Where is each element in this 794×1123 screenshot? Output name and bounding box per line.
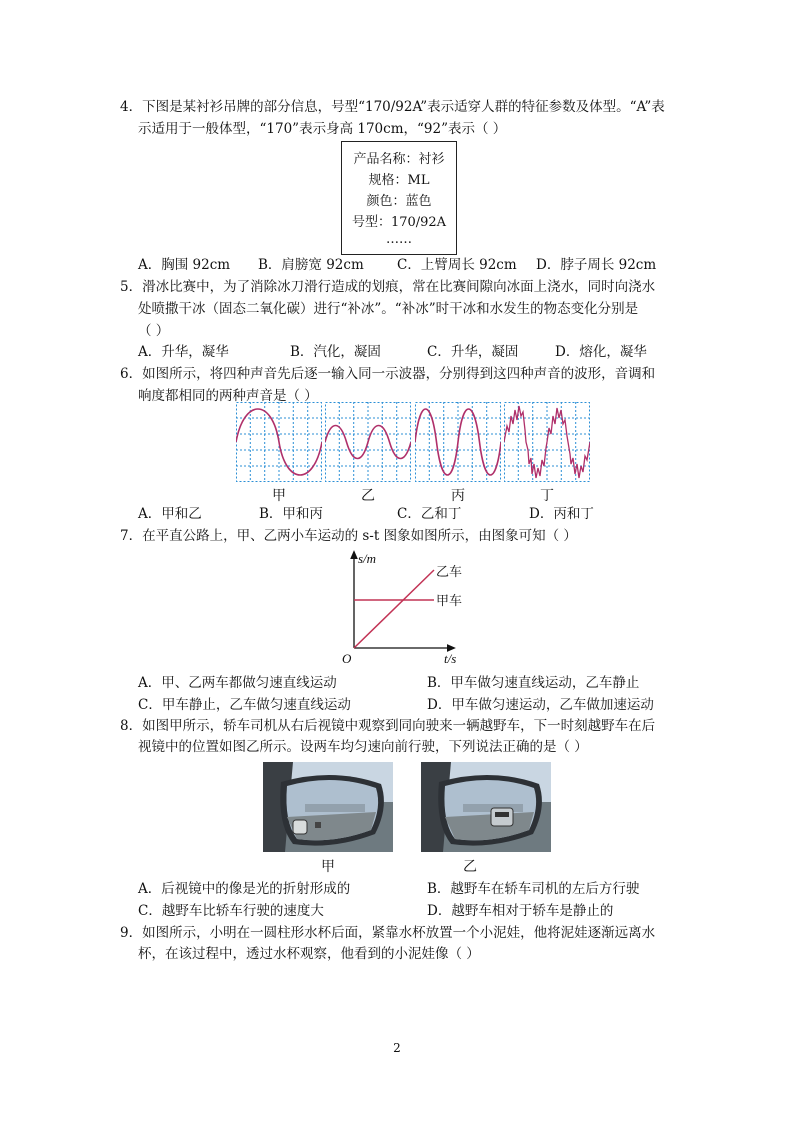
label-ding: 丁 (540, 488, 554, 504)
q7-option-a: A．甲、乙两车都做匀速直线运动 (138, 675, 337, 691)
q6-option-b: B．甲和丙 (259, 506, 323, 522)
q4-option-c: C．上臂周长 92cm (397, 257, 517, 273)
car-a-label: 甲车 (436, 594, 463, 609)
car-b-label: 乙车 (436, 565, 463, 580)
q7-option-d: D．甲车做匀速运动，乙车做加速运动 (427, 697, 654, 713)
shirt-tag-box (341, 141, 457, 255)
car-b-line (354, 570, 434, 648)
tag-line: 号型：170/92A (351, 215, 447, 230)
q5-option-b: B．汽化，凝固 (290, 344, 381, 360)
q6-line2: 响度都相同的两种声音是（ ） (138, 388, 318, 404)
q7-option-b: B．甲车做匀速直线运动，乙车静止 (427, 675, 640, 691)
q5-line3: （ ） (138, 323, 170, 339)
waveform-jia (236, 402, 322, 482)
waveform-bing (415, 402, 501, 482)
q4-option-b: B．肩膀宽 92cm (258, 257, 364, 273)
t-axis-label: t/s (444, 651, 457, 666)
tag-line: 规格：ML (368, 173, 430, 188)
q9-line2: 杯，在该过程中，透过水杯观察，他看到的小泥娃像（ ） (138, 946, 480, 962)
mirror-photo-jia (263, 762, 393, 852)
q8-option-b: B．越野车在轿车司机的左后方行驶 (427, 881, 640, 897)
q6-option-a: A．甲和乙 (138, 506, 202, 522)
q4-line1: 4．下图是某衬衫吊牌的部分信息，号型“170/92A”表示适穿人群的特征参数及体型。“A”表 (120, 99, 665, 115)
mirror-photo-yi (421, 762, 551, 852)
photo-label-yi: 乙 (463, 859, 477, 875)
origin-label: O (342, 651, 352, 666)
q8-option-d: D．越野车相对于轿车是静止的 (427, 903, 614, 919)
photo-label-jia: 甲 (321, 859, 335, 875)
q7-option-c: C．甲车静止，乙车做匀速直线运动 (138, 697, 351, 713)
q8-option-a: A．后视镜中的像是光的折射形成的 (138, 881, 351, 897)
q5-option-c: C．升华，凝固 (427, 344, 519, 360)
q5-line1: 5．滑冰比赛中，为了消除冰刀滑行造成的划痕，常在比赛间隙向冰面上浇水，同时向浇水 (120, 279, 656, 295)
q5-line2: 处喷撒干冰（固态二氧化碳）进行“补冰”。“补冰”时干冰和水发生的物态变化分别是 (138, 301, 639, 317)
q5-option-d: D．熔化，凝华 (555, 344, 647, 360)
tag-line: 颜色：蓝色 (366, 194, 432, 209)
q5-option-a: A．升华，凝华 (138, 344, 229, 360)
q6-line1: 6．如图所示，将四种声音先后逐一输入同一示波器，分别得到这四种声音的波形，音调和 (120, 366, 656, 382)
q9-line1: 9．如图所示，小明在一圆柱形水杯后面，紧靠水杯放置一个小泥娃，他将泥娃逐渐远离水 (120, 925, 656, 941)
tag-line: 产品名称：衬衫 (353, 152, 445, 167)
tag-line: …… (386, 232, 412, 247)
s-axis-label: s/m (358, 551, 377, 566)
q4-line2: 示适用于一般体型，“170”表示身高 170cm，“92”表示（ ） (138, 121, 507, 137)
q8-line2: 视镜中的位置如图乙所示。设两车均匀速向前行驶，下列说法正确的是（ ） (138, 739, 588, 755)
q6-option-c: C．乙和丁 (397, 506, 462, 522)
q7-line1: 7．在平直公路上，甲、乙两小车运动的 s-t 图象如图所示，由图象可知（ ） (120, 528, 577, 544)
q4-option-a: A．胸围 92cm (138, 257, 231, 273)
q8-line1: 8．如图甲所示，轿车司机从右后视镜中观察到同向驶来一辆越野车，下一时刻越野车在后 (120, 718, 656, 734)
page-number: 2 (393, 1041, 401, 1055)
s-t-graph (340, 548, 480, 668)
q6-option-d: D．丙和丁 (529, 506, 594, 522)
label-bing: 丙 (451, 488, 465, 504)
label-yi: 乙 (361, 488, 375, 504)
q8-option-c: C．越野车比轿车行驶的速度大 (138, 903, 324, 919)
q4-option-d: D．脖子周长 92cm (536, 257, 657, 273)
waveform-ding (504, 402, 590, 482)
waveform-yi (325, 402, 411, 482)
label-jia: 甲 (272, 488, 286, 504)
